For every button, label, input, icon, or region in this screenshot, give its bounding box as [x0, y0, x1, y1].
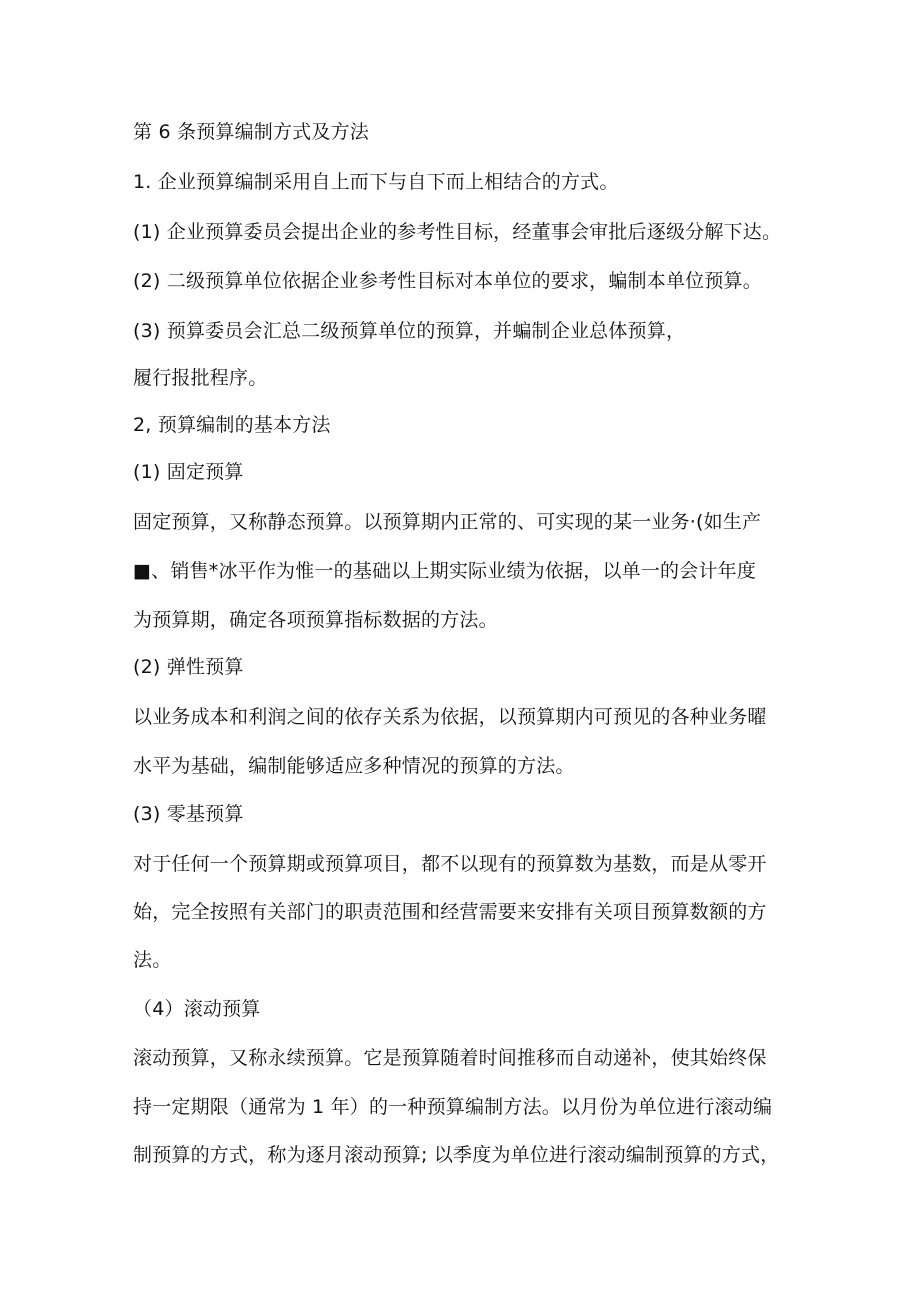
- subsection-heading: 2, 预算编制的基本方法: [133, 414, 331, 436]
- paragraph-line: ■、销售*冰平作为惟一的基础以上期实际业绩为依据，以单一的会计年度: [133, 560, 757, 582]
- item-heading: （4）滚动预算: [133, 998, 261, 1020]
- section-heading: 第 6 条预算编制方式及方法: [133, 121, 369, 143]
- paragraph-line: 固定预算，又称静态预算。以预算期内正常的、可实现的某一业务·(如生产: [133, 511, 762, 533]
- paragraph-line: 对于任何一个预算期或预算项目，都不以现有的预算数为基数，而是从零开: [133, 853, 767, 875]
- paragraph-line: (2) 二级预算单位依据企业参考性目标对本单位的要求，蝙制本单位预算。: [133, 270, 762, 292]
- paragraph-line: 以业务成本和利润之间的依存关系为依据，以预算期内可预见的各种业务曜: [133, 706, 767, 728]
- paragraph-line: 始，完全按照有关部门的职责范围和经营需要来安排有关项目预算数额的方: [133, 901, 767, 923]
- paragraph-line: 制预算的方式，称为逐月滚动预算; 以季度为单位进行滚动编制预算的方式，: [133, 1144, 780, 1166]
- paragraph-line: 法。: [133, 949, 172, 971]
- item-heading: (2) 弹性预算: [133, 656, 244, 678]
- item-heading: (3) 零基预算: [133, 803, 244, 825]
- paragraph-line: (3) 预算委员会汇总二级预算单位的预算，并蝙制企业总体预算，: [133, 320, 686, 342]
- paragraph-line: 滚动预算，又称永续预算。它是预算随着时间推移而自动递补，使其始终保: [133, 1047, 767, 1069]
- paragraph-line: 为预算期，确定各项预算指标数据的方法。: [133, 609, 498, 631]
- paragraph-line: 1. 企业预算编制采用自上而下与自下而上相结合的方式。: [133, 171, 619, 193]
- item-heading: (1) 固定预算: [133, 461, 244, 483]
- paragraph-line: 履行报批程序。: [133, 367, 268, 389]
- paragraph-line: 持一定期限（通常为 1 年）的一种预算编制方法。以月份为单位进行滚动编: [133, 1096, 773, 1118]
- paragraph-line: 水平为基础，编制能够适应多种情况的预算的方法。: [133, 755, 575, 777]
- paragraph-line: (1) 企业预算委员会提出企业的参考性目标，经董事会审批后逐级分解下达。: [133, 221, 782, 243]
